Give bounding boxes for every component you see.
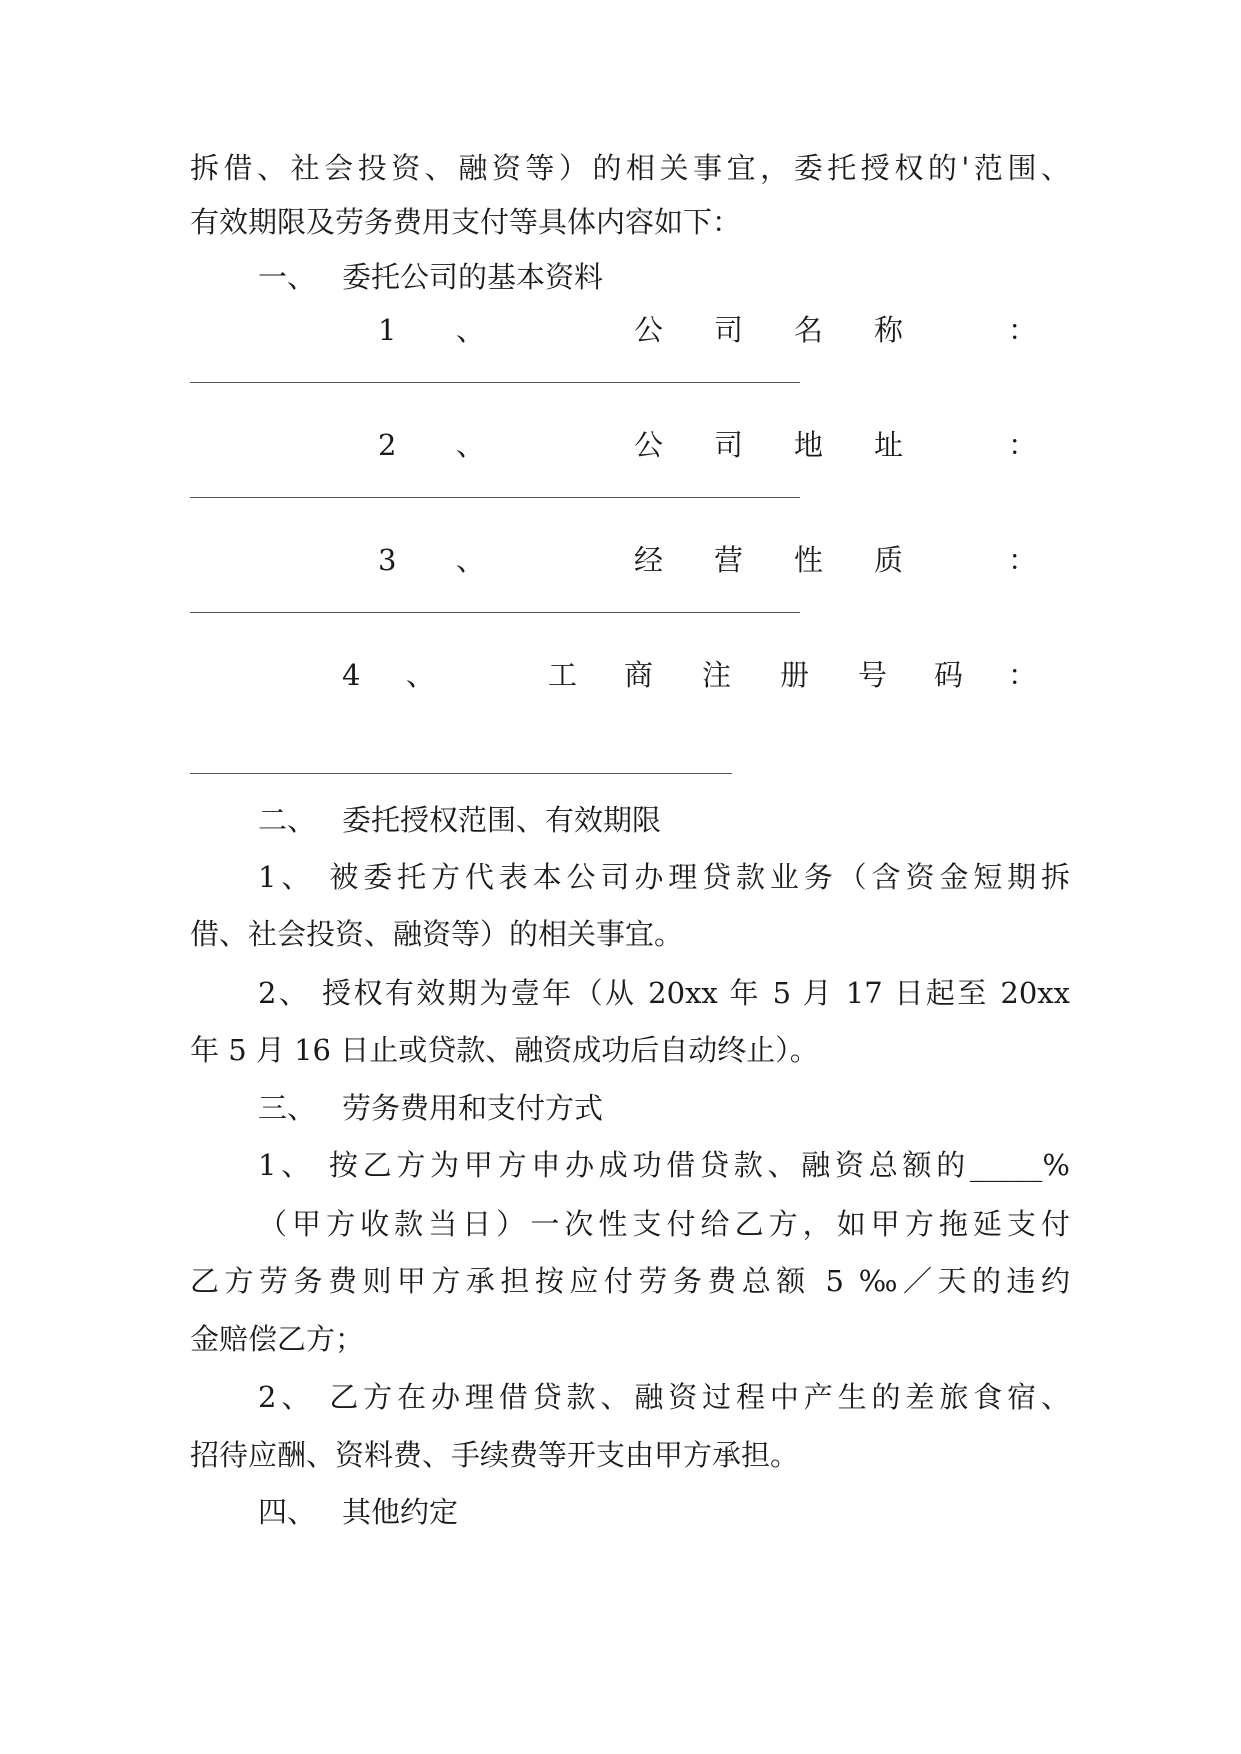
section-2-number: 二、	[258, 803, 317, 837]
field-2-number: 2	[378, 428, 397, 462]
section-2-title: 委托授权范围、有效期限	[342, 803, 662, 837]
field-4-char: 商	[624, 658, 654, 692]
field-3-char: 质	[874, 543, 904, 577]
field-1-char: 称	[874, 313, 904, 347]
section-3-heading	[258, 1088, 1138, 1128]
section-1-heading	[258, 257, 1138, 297]
field-1-colon: ：	[1008, 313, 1038, 347]
field-3-char: 性	[794, 543, 824, 577]
section-4-number: 四、	[258, 1495, 317, 1529]
section-1-number: 一、	[258, 260, 317, 294]
section-3-para-1-line-3: 乙方劳务费则甲方承担按应付劳务费总额 5 ‰／天的违约	[190, 1264, 1070, 1298]
field-2-colon: ：	[1008, 428, 1038, 462]
fill-in-line	[190, 497, 800, 498]
field-2-char: 司	[714, 428, 744, 462]
field-1-separator: 、	[456, 313, 486, 347]
field-2-separator: 、	[456, 428, 486, 462]
field-3-colon: ：	[1008, 543, 1038, 577]
section-3-para-1-line-2: （甲方收款当日）一次性支付给乙方，如甲方拖延支付	[258, 1207, 1070, 1241]
field-4-char: 号	[858, 658, 888, 692]
field-4-number: 4	[342, 658, 361, 692]
field-4-char: 工	[548, 658, 578, 692]
section-2-para-2-line-1: 2、 授权有效期为壹年（从 20xx 年 5 月 17 日起至 20xx	[258, 976, 1070, 1010]
section-4-heading	[258, 1492, 1138, 1532]
section-3-para-2-line-2: 招待应酬、资料费、手续费等开支由甲方承担。	[190, 1438, 800, 1472]
section-2-para-1-line-2: 借、社会投资、融资等）的相关事宜。	[190, 917, 684, 951]
intro-line-1: 拆借、社会投资、融资等）的相关事宜，委托授权的'范围、	[190, 151, 1070, 185]
section-3-para-1-line-4: 金赔偿乙方；	[190, 1322, 365, 1356]
field-3-number: 3	[378, 543, 397, 577]
intro-line-2: 有效期限及劳务费用支付等具体内容如下：	[190, 205, 742, 239]
field-4-char: 册	[780, 658, 810, 692]
field-1-char: 公	[634, 313, 664, 347]
section-3-para-1-line-1: 1、 按乙方为甲方申办成功借贷款、融资总额的_____%	[258, 1148, 1070, 1182]
section-2-para-1-line-1: 1、 被委托方代表本公司办理贷款业务（含资金短期拆	[258, 860, 1070, 894]
fill-in-line	[190, 612, 800, 613]
section-3-title: 劳务费用和支付方式	[342, 1091, 604, 1125]
field-1-char: 名	[794, 313, 824, 347]
field-3-char: 经	[634, 543, 664, 577]
section-1-title: 委托公司的基本资料	[342, 260, 604, 294]
field-4-char: 注	[702, 658, 732, 692]
field-3-char: 营	[714, 543, 744, 577]
fill-in-line	[190, 382, 800, 383]
field-2-char: 公	[634, 428, 664, 462]
field-1-char: 司	[714, 313, 744, 347]
section-4-title: 其他约定	[342, 1495, 459, 1529]
field-1-number: 1	[378, 313, 397, 347]
section-3-para-2-line-1: 2、 乙方在办理借贷款、融资过程中产生的差旅食宿、	[258, 1380, 1070, 1414]
field-4-colon: ：	[1008, 658, 1038, 692]
section-3-number: 三、	[258, 1091, 317, 1125]
field-2-char: 地	[794, 428, 824, 462]
fill-in-line	[190, 773, 732, 774]
section-2-heading	[258, 800, 1138, 840]
field-4-char: 码	[934, 658, 964, 692]
field-4-separator: 、	[406, 658, 436, 692]
field-3-separator: 、	[456, 543, 486, 577]
section-2-para-2-line-2: 年 5 月 16 日止或贷款、融资成功后自动终止）。	[190, 1033, 819, 1067]
field-2-char: 址	[874, 428, 904, 462]
